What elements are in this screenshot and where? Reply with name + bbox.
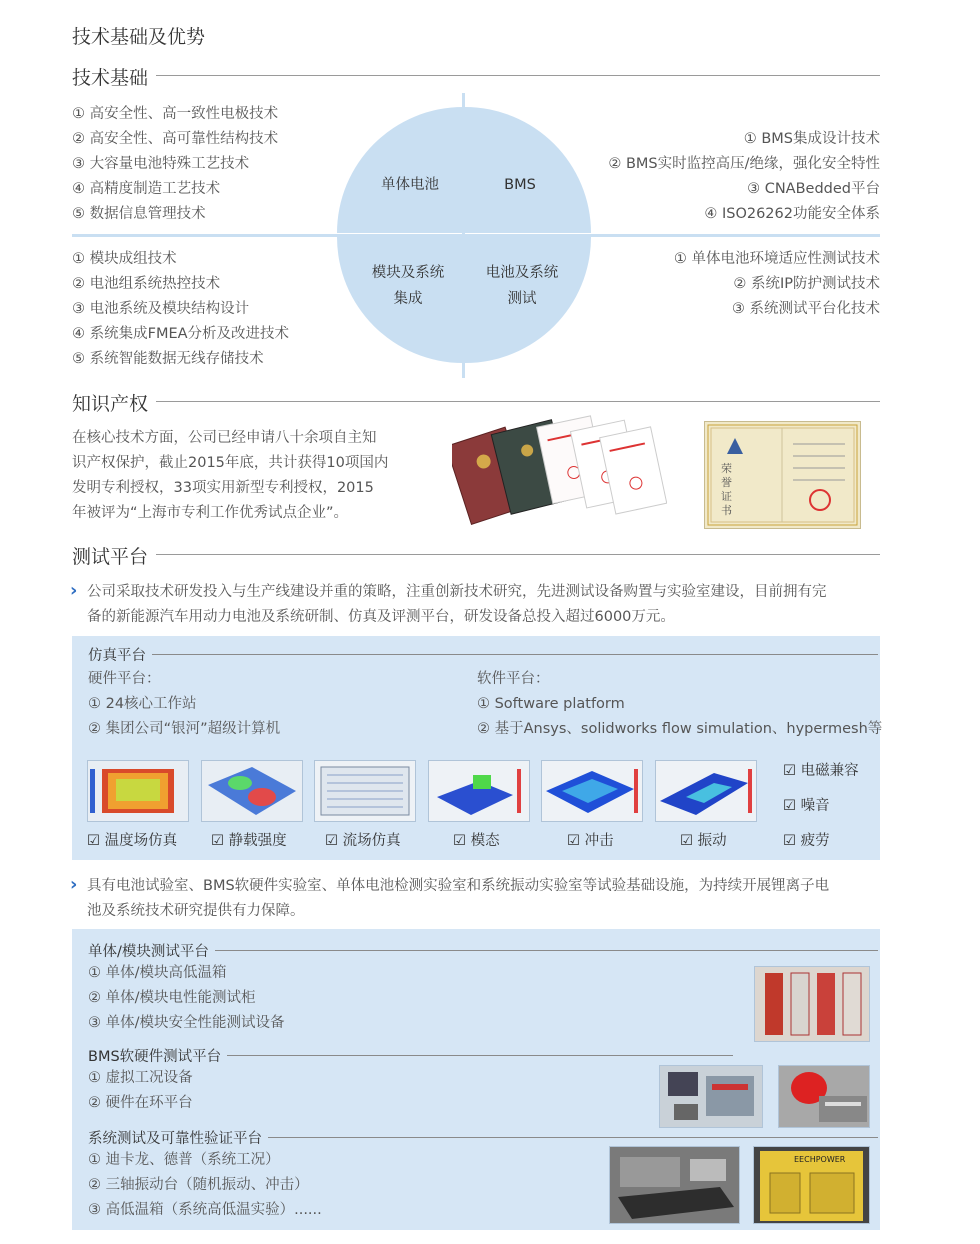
chevron-right-icon: › <box>70 580 78 601</box>
ip-paragraph: 在核心技术方面，公司已经申请八十余项自主知 识产权保护，截止2015年底，共计获得10项国内 发明专利授权，33项实用新型专利授权，2015 年被评为“上海市专利工作优秀试点企业”。 <box>72 430 389 521</box>
bms-lab-title: BMS软硬件测试平台 <box>88 1045 227 1066</box>
sim-label: ☑ 冲击 <box>567 833 614 849</box>
list-item: ① BMS集成设计技术 <box>743 131 880 147</box>
patent-certificates-image <box>452 414 667 529</box>
impact-analysis-image <box>541 760 643 822</box>
quadrant-label-cell: 单体电池 <box>381 177 439 193</box>
sim-label: ☑ 模态 <box>453 833 500 849</box>
virtual-condition-photo <box>659 1065 763 1128</box>
axis-horizontal <box>72 234 880 237</box>
quadrant-bms <box>465 107 591 233</box>
ip-title: 知识产权 <box>72 389 156 416</box>
hardware-title: 硬件平台： <box>88 671 161 687</box>
vibration-analysis-image <box>655 760 757 822</box>
lab-item: ① 单体/模块高低温箱 <box>88 965 227 981</box>
lab-item: ② 三轴振动台（随机振动、冲击） <box>88 1177 309 1193</box>
quadrant-label-module: 模块及系统 集成 <box>371 265 445 307</box>
list-item: ① 高安全性、高一致性电极技术 <box>72 106 279 122</box>
list-item: ① 单体电池环境适应性测试技术 <box>673 251 880 267</box>
climate-chamber-photo <box>753 1146 870 1224</box>
chevron-right-icon: › <box>70 874 78 895</box>
foundation-title: 技术基础 <box>72 63 156 90</box>
page-title: 技术基础及优势 <box>72 26 206 48</box>
test-chamber-photo <box>754 966 870 1042</box>
platform-title: 测试平台 <box>72 542 156 569</box>
cell-tech-list <box>72 102 278 227</box>
list-item: ⑤ 系统智能数据无线存储技术 <box>72 351 264 367</box>
list-item: ② 电池组系统热控技术 <box>72 276 221 292</box>
sim-extra-label: ☑ 电磁兼容 <box>783 763 859 779</box>
system-lab-title: 系统测试及可靠性验证平台 <box>88 1127 268 1148</box>
modal-analysis-image <box>428 760 530 822</box>
test-tech-list <box>674 247 880 322</box>
labs-intro: 具有电池试验室、BMS软硬件实验室、单体电池检测实验室和系统振动实验室等试验基础设施，为持续开展锂离子电 池及系统技术研究提供有力保障。 <box>87 878 830 919</box>
list-item: ④ ISO26262功能安全体系 <box>704 206 880 222</box>
platform-intro: 公司采取技术研发投入与生产线建设并重的策略，注重创新技术研究，先进测试设备购置与实验室建设，目前拥有完 备的新能源汽车用动力电池及系统研制、仿真及评测平台，研发设备总投入超过6000万元。 <box>87 584 827 625</box>
hardware-item: ① 24核心工作站 <box>88 696 197 712</box>
list-item: ③ 系统测试平台化技术 <box>731 301 880 317</box>
divider <box>72 401 880 402</box>
quadrant-label-bms: BMS <box>504 177 536 193</box>
software-item: ① Software platform <box>477 696 625 712</box>
software-item: ② 基于Ansys、solidworks flow simulation、hypermesh等 <box>477 721 883 737</box>
list-item: ④ 系统集成FMEA分析及改进技术 <box>72 326 290 342</box>
list-item: ⑤ 数据信息管理技术 <box>72 206 206 222</box>
lab-item: ① 迪卡龙、德普（系统工况） <box>88 1152 280 1168</box>
divider <box>72 554 880 555</box>
lab-item: ② 单体/模块电性能测试柜 <box>88 990 256 1006</box>
certificate-text: 荣誉证书 <box>721 462 732 517</box>
sim-extra-label: ☑ 噪音 <box>783 798 830 814</box>
sim-label: ☑ 流场仿真 <box>325 833 401 849</box>
divider <box>72 75 880 76</box>
static-strength-image <box>201 760 303 822</box>
simulation-title: 仿真平台 <box>88 644 152 665</box>
lab-item: ③ 高低温箱（系统高低温实验）...... <box>88 1202 322 1218</box>
lab-item: ③ 单体/模块安全性能测试设备 <box>88 1015 285 1031</box>
sim-label: ☑ 振动 <box>680 833 727 849</box>
list-item: ③ 电池系统及模块结构设计 <box>72 301 250 317</box>
quadrant-label-test: 电池及系统 测试 <box>485 265 559 307</box>
list-item: ② 高安全性、高可靠性结构技术 <box>72 131 279 147</box>
software-title: 软件平台： <box>477 671 550 687</box>
temperature-simulation-image <box>87 760 189 822</box>
bms-tech-list <box>608 127 880 227</box>
lab-item: ① 虚拟工况设备 <box>88 1070 193 1086</box>
vibration-table-photo <box>609 1146 740 1224</box>
list-item: ③ CNABedded平台 <box>747 181 880 197</box>
divider <box>88 654 878 655</box>
module-tech-list <box>72 247 289 372</box>
hil-platform-photo <box>778 1065 870 1128</box>
machine-label: EECHPOWER <box>794 1155 846 1164</box>
list-item: ② BMS实时监控高压/绝缘，强化安全特性 <box>608 156 880 172</box>
list-item: ② 系统IP防护测试技术 <box>733 276 880 292</box>
sim-extra-label: ☑ 疲劳 <box>783 833 830 849</box>
list-item: ① 模块成组技术 <box>72 251 177 267</box>
hardware-item: ② 集团公司“银河”超级计算机 <box>88 721 281 737</box>
list-item: ④ 高精度制造工艺技术 <box>72 181 221 197</box>
sim-label: ☑ 静载强度 <box>211 833 287 849</box>
simulation-panel <box>72 636 883 860</box>
cell-lab-title: 单体/模块测试平台 <box>88 940 215 961</box>
honor-certificate-image <box>704 421 861 529</box>
sim-label: ☑ 温度场仿真 <box>87 833 178 849</box>
flow-simulation-image <box>314 760 416 822</box>
list-item: ③ 大容量电池特殊工艺技术 <box>72 156 250 172</box>
lab-item: ② 硬件在环平台 <box>88 1095 193 1111</box>
quadrant-cell <box>337 107 463 233</box>
